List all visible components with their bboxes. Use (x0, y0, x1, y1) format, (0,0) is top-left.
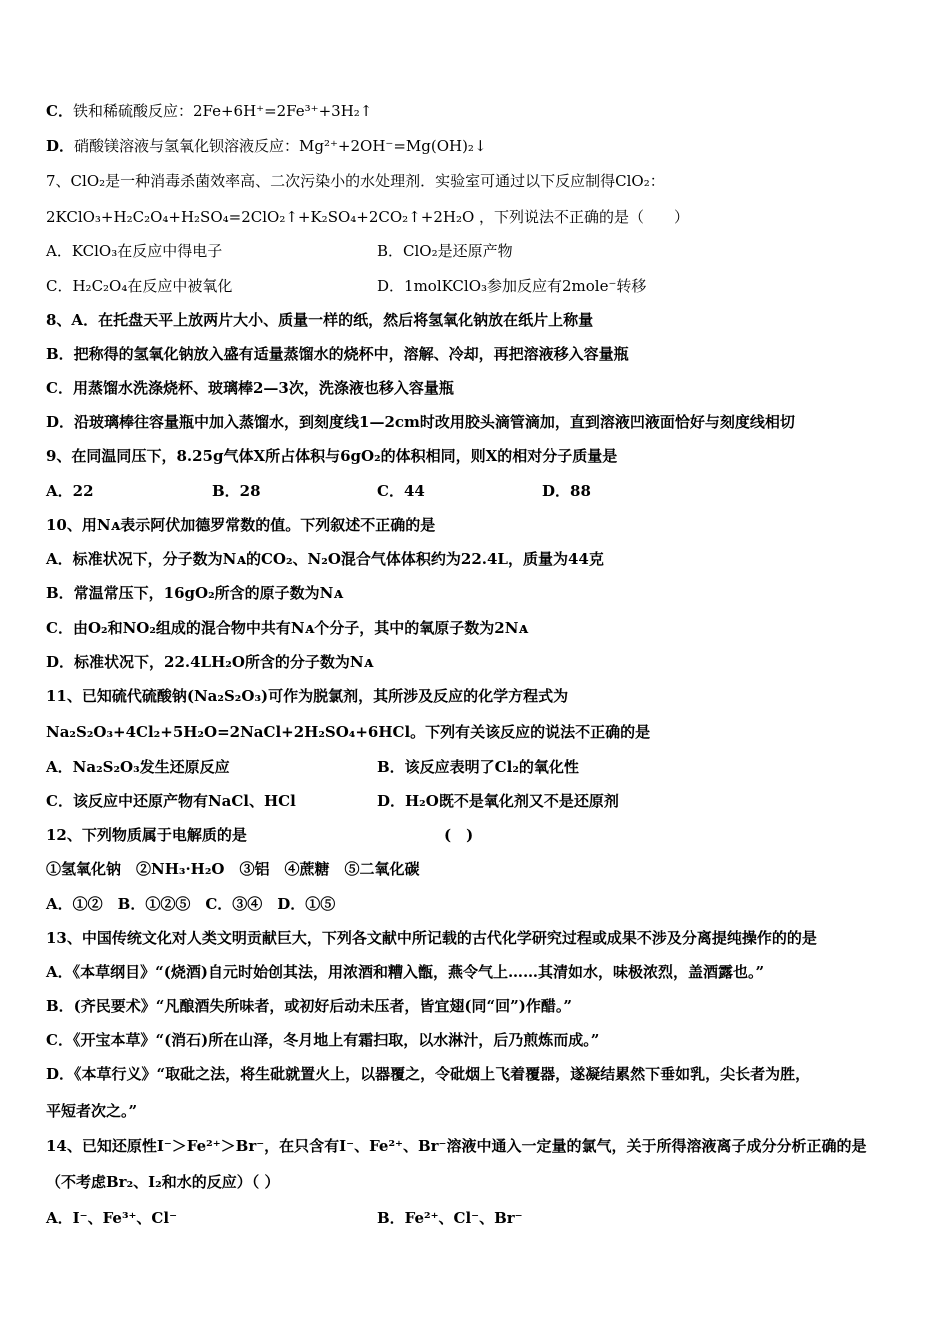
question-12-answer-paren: ( ) (444, 826, 474, 844)
question-13-stem: 13、中国传统文化对人类文明贡献巨大，下列各文献中所记载的古代化学研究过程或成果不涉及分离提纯操作的的是 (46, 929, 817, 947)
question-7-option-a: A．KClO₃在反应中得电子 (46, 242, 223, 260)
question-10-stem: 10、用Nᴀ表示阿伏加德罗常数的值。下列叙述不正确的是 (46, 516, 436, 534)
question-10-option-a: A．标准状况下，分子数为Nᴀ的CO₂、N₂O混合气体体积约为22.4L，质量为44克 (46, 550, 604, 568)
question-11-option-d: D．H₂O既不是氧化剂又不是还原剂 (377, 792, 619, 810)
question-10-option-b: B．常温常压下，16gO₂所含的原子数为Nᴀ (46, 584, 344, 602)
question-14-stem: 14、已知还原性I⁻＞Fe²⁺＞Br⁻，在只含有I⁻、Fe²⁺、Br⁻溶液中通入一定量的氯气，关于所得溶液离子成分分析正确的是 (46, 1137, 867, 1155)
question-6-option-c (46, 101, 372, 121)
question-14-option-b: B．Fe²⁺、Cl⁻、Br⁻ (377, 1209, 523, 1227)
question-13-option-c: C．《开宝本草》“(消石)所在山泽，冬月地上有霜扫取，以水淋汁，后乃煎炼而成。” (46, 1031, 600, 1049)
question-11-option-a: A．Na₂S₂O₃发生还原反应 (46, 758, 230, 776)
question-13-option-a: A．《本草纲目》“(烧酒)自元时始创其法，用浓酒和糟入甑，燕令气上……其清如水，味极浓烈，盖酒露也。” (46, 963, 765, 981)
question-7-equation: 2KClO₃+H₂C₂O₄+H₂SO₄=2ClO₂↑+K₂SO₄+2CO₂↑+2H₂O ，下列说法不正确的是（ ） (46, 208, 690, 226)
question-11-option-b: B．该反应表明了Cl₂的氧化性 (377, 758, 579, 776)
question-9-stem: 9、在同温同压下，8.25g气体X所占体积与6gO₂的体积相同，则X的相对分子质量是 (46, 447, 618, 465)
question-13-option-d: D．《本草行义》“取砒之法，将生砒就置火上，以器覆之，令砒烟上飞着覆器，遂凝结累然下垂如乳，尖长者为胜， (46, 1065, 811, 1083)
question-13-option-d-continued: 平短者次之。” (46, 1102, 138, 1120)
question-8-option-c: C．用蒸馏水洗涤烧杯、玻璃棒2—3次，洗涤液也移入容量瓶 (46, 379, 454, 397)
question-9-option-c: C．44 (377, 482, 425, 500)
question-14-option-a: A．I⁻、Fe³⁺、Cl⁻ (46, 1209, 177, 1227)
question-14-note: （不考虑Br₂、I₂和水的反应）（ ） (46, 1173, 280, 1191)
question-9-option-a: A．22 (46, 482, 94, 500)
question-7-stem: 7、ClO₂是一种消毒杀菌效率高、二次污染小的水处理剂．实验室可通过以下反应制得ClO₂： (46, 172, 665, 190)
option-text: 铁和稀硫酸反应：2Fe+6H⁺=2Fe³⁺+3H₂↑ (72, 102, 373, 120)
question-10-option-d: D．标准状况下，22.4LH₂O所含的分子数为Nᴀ (46, 653, 374, 671)
question-8-option-d: D．沿玻璃棒往容量瓶中加入蒸馏水，到刻度线1—2cm时改用胶头滴管滴加，直到溶液凹液面恰好与刻度线相切 (46, 413, 795, 431)
question-12-stem: 12、下列物质属于电解质的是 (46, 826, 247, 844)
question-13-option-b: B．(齐民要术》“凡酿酒失所味者，或初好后动未压者，皆宜翅(同“回”)作醋。” (46, 997, 572, 1015)
question-11-equation: Na₂S₂O₃+4Cl₂+5H₂O=2NaCl+2H₂SO₄+6HCl。下列有关该反应的说法不正确的是 (46, 723, 651, 741)
question-9-option-d: D．88 (542, 482, 591, 500)
question-12-items: ①氢氧化钠 ②NH₃·H₂O ③铝 ④蔗糖 ⑤二氧化碳 (46, 860, 420, 878)
question-12-options: A．①② B．①②⑤ C．③④ D．①⑤ (46, 895, 336, 913)
question-8-option-a: 8、A．在托盘天平上放两片大小、质量一样的纸，然后将氢氧化钠放在纸片上称量 (46, 311, 594, 329)
question-6-option-d (46, 136, 487, 156)
question-10-option-c: C．由O₂和NO₂组成的混合物中共有Nᴀ个分子，其中的氧原子数为2Nᴀ (46, 619, 529, 637)
question-8-option-b: B．把称得的氢氧化钠放入盛有适量蒸馏水的烧杯中，溶解、冷却，再把溶液移入容量瓶 (46, 345, 629, 363)
question-11-option-c: C．该反应中还原产物有NaCl、HCl (46, 792, 296, 810)
option-label: D． (46, 137, 75, 155)
question-7-option-c: C．H₂C₂O₄在反应中被氧化 (46, 277, 233, 295)
option-label: C． (46, 102, 73, 120)
option-text: 硝酸镁溶液与氢氧化钡溶液反应：Mg²⁺+2OH⁻=Mg(OH)₂↓ (74, 137, 487, 155)
question-9-option-b: B．28 (212, 482, 261, 500)
question-7-option-d: D．1molKClO₃参加反应有2mole⁻转移 (377, 277, 647, 295)
question-11-stem: 11、已知硫代硫酸钠(Na₂S₂O₃)可作为脱氯剂，其所涉及反应的化学方程式为 (46, 687, 569, 705)
question-7-option-b: B．ClO₂是还原产物 (377, 242, 513, 260)
